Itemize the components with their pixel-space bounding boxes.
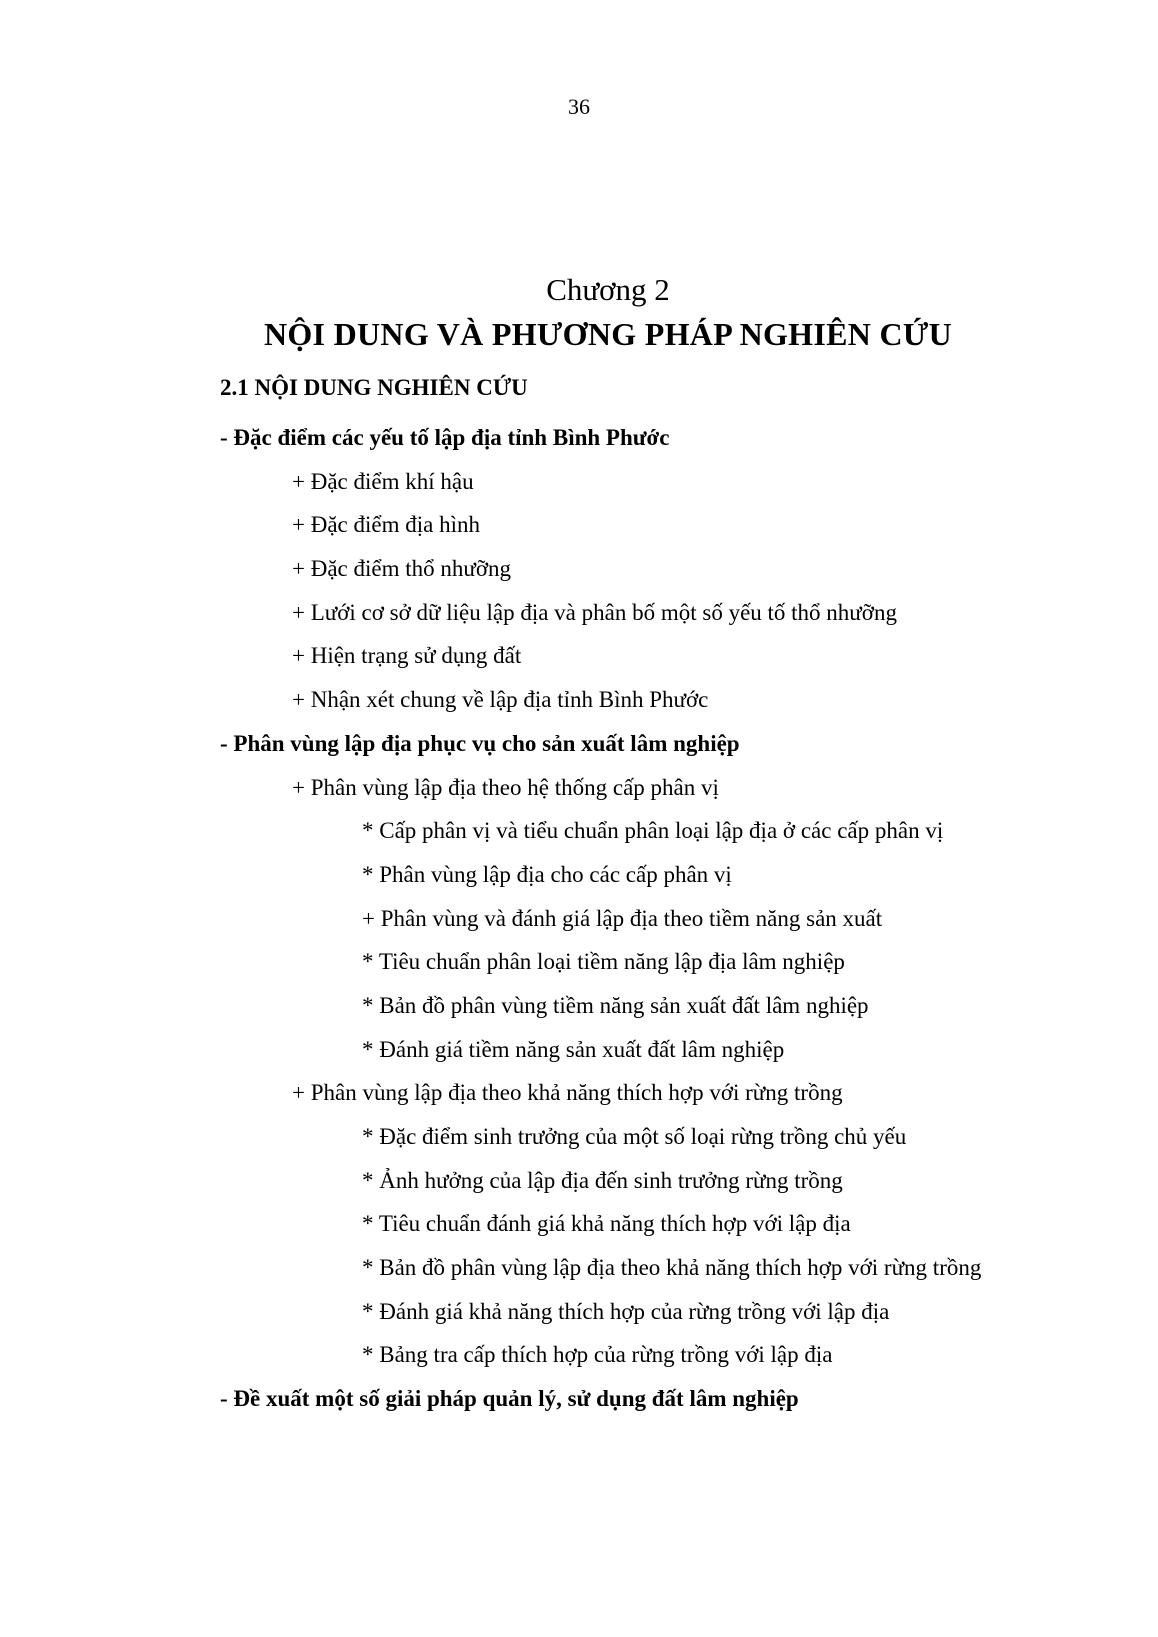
outline-item: + Lưới cơ sở dữ liệu lập địa và phân bố một số yếu tố thổ nhưỡng: [292, 599, 897, 625]
outline-item: + Đặc điểm địa hình: [292, 512, 480, 538]
outline-item: * Bản đồ phân vùng tiềm năng sản xuất đất lâm nghiệp: [362, 992, 869, 1018]
research-content-outline: [0, 416, 1158, 1421]
outline-item: * Tiêu chuẩn đánh giá khả năng thích hợp với lập địa: [362, 1211, 851, 1237]
outline-item: - Phân vùng lập địa phục vụ cho sản xuất lâm nghiệp: [220, 730, 740, 756]
outline-item: * Đánh giá tiềm năng sản xuất đất lâm nghiệp: [362, 1036, 785, 1062]
chapter-label: Chương 2: [546, 272, 670, 307]
outline-item: + Đặc điểm khí hậu: [292, 468, 474, 494]
outline-item: * Bản đồ phân vùng lập địa theo khả năng thích hợp với rừng trồng: [362, 1255, 982, 1281]
chapter-title: NỘI DUNG VÀ PHƯƠNG PHÁP NGHIÊN CỨU: [263, 316, 953, 352]
outline-item: * Phân vùng lập địa cho các cấp phân vị: [362, 861, 732, 887]
outline-item: * Ảnh hưởng của lập địa đến sinh trưởng rừng trồng: [362, 1167, 843, 1193]
page-number: 36: [568, 94, 590, 119]
outline-item: + Đặc điểm thổ nhưỡng: [292, 556, 512, 582]
section-heading: 2.1 NỘI DUNG NGHIÊN CỨU: [220, 375, 528, 400]
outline-item: * Đặc điểm sinh trưởng của một số loại rừng trồng chủ yếu: [362, 1124, 907, 1149]
outline-item: * Bảng tra cấp thích hợp của rừng trồng với lập địa: [362, 1342, 833, 1368]
outline-item: + Phân vùng lập địa theo khả năng thích hợp với rừng trồng: [292, 1080, 843, 1106]
outline-item: + Nhận xét chung về lập địa tỉnh Bình Phước: [292, 687, 709, 713]
outline-item: - Đề xuất một số giải pháp quản lý, sử dụng đất lâm nghiệp: [220, 1386, 799, 1412]
outline-item: + Phân vùng lập địa theo hệ thống cấp phân vị: [292, 774, 719, 800]
outline-item: + Hiện trạng sử dụng đất: [292, 643, 522, 669]
outline-item: - Đặc điểm các yếu tố lập địa tỉnh Bình Phước: [220, 425, 670, 450]
outline-item: * Tiêu chuẩn phân loại tiềm năng lập địa lâm nghiệp: [362, 949, 845, 975]
outline-item: * Đánh giá khả năng thích hợp của rừng trồng với lập địa: [362, 1298, 890, 1324]
outline-item: + Phân vùng và đánh giá lập địa theo tiềm năng sản xuất: [362, 905, 883, 931]
outline-item: * Cấp phân vị và tiểu chuẩn phân loại lập địa ở các cấp phân vị: [362, 818, 944, 844]
